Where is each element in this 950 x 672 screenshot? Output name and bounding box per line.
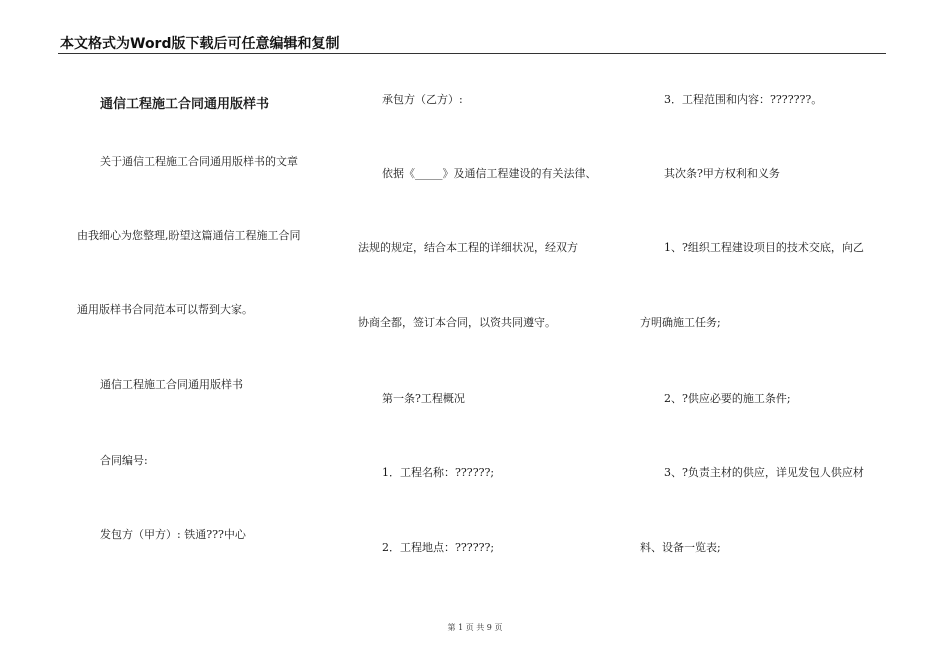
header-title: 本文格式为Word版下载后可任意编辑和复制 [60,36,340,52]
col2-line-2: 依据《_____》及通信工程建设的有关法律、 [382,167,597,180]
col1-line-2: 由我细心为您整理,盼望这篇通信工程施工合同 [77,229,301,242]
document-title: 通信工程施工合同通用版样书 [100,97,270,112]
col2-line-6: 1．工程名称：??????; [382,466,495,479]
col3-line-6: 3、?负责主材的供应，详见发包人供应材 [664,466,864,479]
col1-line-4: 通信工程施工合同通用版样书 [100,378,243,391]
col1-line-1: 关于通信工程施工合同通用版样书的文章 [100,155,298,168]
col2-line-4: 协商全都，签订本合同，以资共同遵守。 [358,316,556,329]
col1-line-5: 合同编号: [100,454,148,467]
col3-line-3: 1、?组织工程建设项目的技术交底，向乙 [664,241,864,254]
page-number: 第 1 页 共 9 页 [447,623,503,632]
col3-line-5: 2、?供应必要的施工条件; [664,392,791,405]
header-divider [58,53,886,54]
col2-line-7: 2．工程地点：??????; [382,541,495,554]
col2-line-1: 承包方（乙方）: [382,93,463,106]
col2-line-3: 法规的规定，结合本工程的详细状况，经双方 [358,241,578,254]
col1-line-3: 通用版样书合同范本可以帮到大家。 [77,303,253,316]
col3-line-7: 料、设备一览表; [640,541,721,554]
col1-line-6: 发包方（甲方）: 铁通???中心 [100,528,246,541]
col3-line-1: 3．工程范围和内容：???????。 [664,93,823,106]
col3-line-2: 其次条?甲方权利和义务 [664,167,780,180]
col3-line-4: 方明确施工任务; [640,316,721,329]
col2-line-5: 第一条?工程概况 [382,392,465,405]
